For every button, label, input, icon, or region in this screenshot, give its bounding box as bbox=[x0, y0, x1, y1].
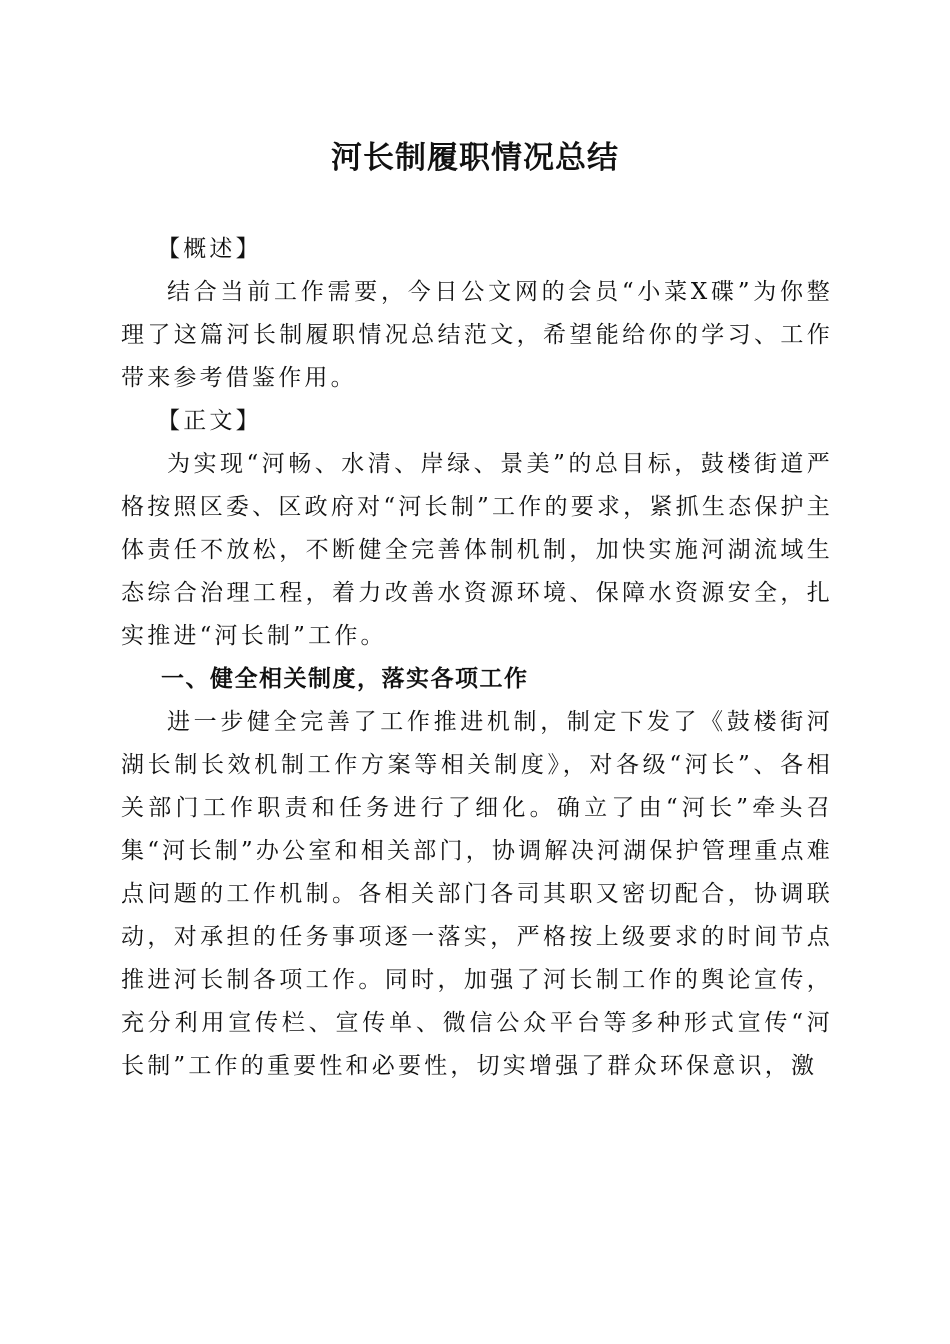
section-heading-1: 一、健全相关制度，落实各项工作 bbox=[161, 666, 529, 692]
document-title: 河长制履职情况总结 bbox=[331, 140, 619, 176]
section-1-paragraph: 进一步健全完善了工作推进机制，制定下发了《鼓楼街河湖长制长效机制工作方案等相关制度》，对各级“河长”、各相关部门工作职责和任务进行了细化。确立了由“河长”牵头召集“河长制”办公室和相关部门，协调解决河湖保护管理重点难点问题的工作机制。各相关部门各司其职又密切配合，协调联动，对承担的任务事项逐一落实，严格按上级要求的时间节点推进河长制各项工作。同时，加强了河长制工作的舆论宣传，充分利用宣传栏、宣传单、微信公众平台等多种形式宣传“河长制”工作的重要性和必要性，切实增强了群众环保意识，激 bbox=[121, 709, 833, 1079]
overview-label: 【概述】 bbox=[157, 236, 262, 262]
main-text-label: 【正文】 bbox=[157, 408, 262, 434]
overview-paragraph: 结合当前工作需要，今日公文网的会员“小菜X碟”为你整理了这篇河长制履职情况总结范文，希望能给你的学习、工作带来参考借鉴作用。 bbox=[121, 279, 833, 391]
document-body bbox=[121, 228, 833, 1088]
intro-paragraph: 为实现“河畅、水清、岸绿、景美”的总目标，鼓楼街道严格按照区委、区政府对“河长制”工作的要求，紧抓生态保护主体责任不放松，不断健全完善体制机制，加快实施河湖流域生态综合治理工程，着力改善水资源环境、保障水资源安全，扎实推进“河长制”工作。 bbox=[121, 451, 833, 649]
